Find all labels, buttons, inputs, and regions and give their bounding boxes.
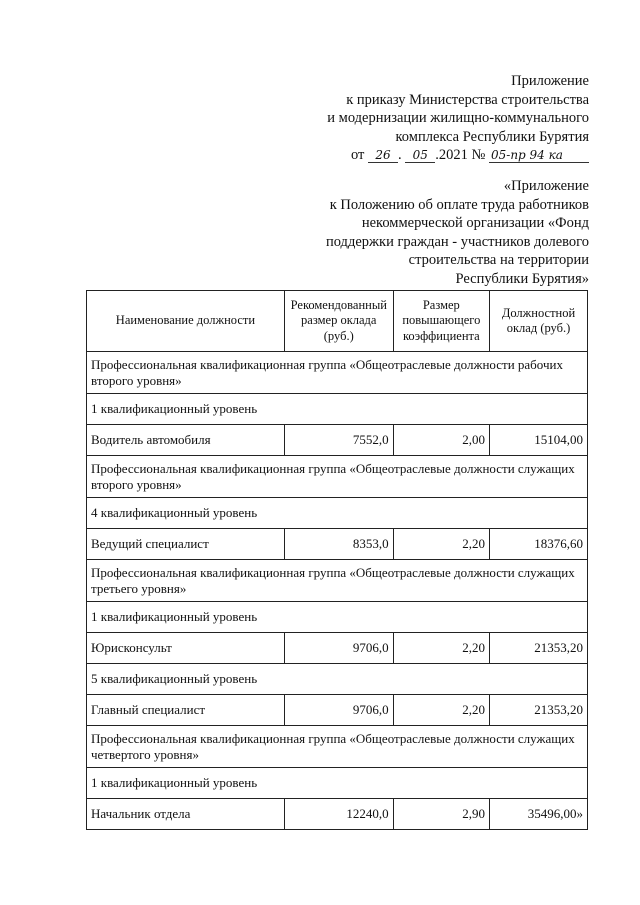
total-salary: 15104,00 (490, 425, 588, 456)
order-date-line: от 26 . 05 .2021 № 05-пр 94 ка (289, 146, 589, 165)
qualification-group-row (87, 726, 588, 768)
recommended-salary: 9706,0 (284, 633, 393, 664)
position-row (87, 425, 588, 456)
order-line-3: комплекса Республики Бурятия (395, 128, 589, 145)
coefficient: 2,20 (393, 633, 489, 664)
salary-table-body (87, 291, 588, 830)
regulation-line-4: поддержки граждан - участников долевого (325, 233, 589, 250)
total-salary: 35496,00» (490, 799, 588, 830)
coefficient: 2,20 (393, 529, 489, 560)
qualification-group-row (87, 352, 588, 394)
qualification-level-label: 1 квалификационный уровень (87, 602, 588, 633)
recommended-salary: 8353,0 (284, 529, 393, 560)
total-salary: 21353,20 (490, 695, 588, 726)
order-number-handwritten: 05-пр 94 ка (489, 148, 589, 163)
qualification-level-label: 5 квалификационный уровень (87, 664, 588, 695)
position-name: Юрисконсульт (87, 633, 285, 664)
qualification-group-label: Профессиональная квалификационная группа «Общеотраслевые должности рабочих второго уровня» (87, 352, 588, 394)
qualification-group-label: Профессиональная квалификационная группа «Общеотраслевые должности служащих четвертого уровня» (87, 726, 588, 768)
position-row (87, 695, 588, 726)
date-month-handwritten: 05 (405, 148, 435, 163)
order-line-2: и модернизации жилищно-коммунального (327, 110, 589, 126)
coefficient: 2,90 (393, 799, 489, 830)
salary-table (86, 290, 588, 830)
recommended-salary: 12240,0 (284, 799, 393, 830)
qualification-level-label: 1 квалификационный уровень (87, 768, 588, 799)
qualification-level-row (87, 602, 588, 633)
recommended-salary: 9706,0 (284, 695, 393, 726)
qualification-group-label: Профессиональная квалификационная группа «Общеотраслевые должности служащих третьего уровня» (87, 560, 588, 602)
qualification-level-row (87, 664, 588, 695)
regulation-line-6: Республики Бурятия» (455, 270, 589, 287)
qualification-level-label: 1 квалификационный уровень (87, 394, 588, 425)
appendix-header (289, 72, 589, 165)
regulation-line-1: «Приложение (503, 178, 589, 194)
position-name: Водитель автомобиля (87, 425, 285, 456)
position-row (87, 529, 588, 560)
qualification-group-row (87, 456, 588, 498)
position-row (87, 633, 588, 664)
qualification-group-label: Профессиональная квалификационная группа «Общеотраслевые должности служащих второго уровня» (87, 456, 588, 498)
qualification-level-row (87, 498, 588, 529)
regulation-line-2: к Положению об оплате труда работников (329, 196, 589, 213)
date-year: .2021 № (435, 147, 486, 163)
date-prefix: от (351, 147, 365, 163)
regulation-line-3: некоммерческой организации «Фонд (361, 215, 589, 231)
order-line-1: к приказу Министерства строительства (346, 91, 589, 108)
date-day-handwritten: 26 (368, 148, 398, 163)
regulation-line-5: строительства на территории (408, 252, 589, 268)
total-salary: 21353,20 (490, 633, 588, 664)
column-header-salary: Рекомендованный размер оклада (руб.) (284, 291, 393, 352)
qualification-level-label: 4 квалификационный уровень (87, 498, 588, 529)
table-header-row (87, 291, 588, 352)
qualification-level-row (87, 768, 588, 799)
recommended-salary: 7552,0 (284, 425, 393, 456)
column-header-coefficient: Размер повышающего коэффициента (393, 291, 489, 352)
position-name: Ведущий специалист (87, 529, 285, 560)
appendix-title: Приложение (511, 73, 589, 89)
coefficient: 2,00 (393, 425, 489, 456)
total-salary: 18376,60 (490, 529, 588, 560)
column-header-total: Должностной оклад (руб.) (490, 291, 588, 352)
qualification-group-row (87, 560, 588, 602)
position-row (87, 799, 588, 830)
regulation-header (289, 177, 589, 288)
qualification-level-row (87, 394, 588, 425)
coefficient: 2,20 (393, 695, 489, 726)
position-name: Главный специалист (87, 695, 285, 726)
position-name: Начальник отдела (87, 799, 285, 830)
column-header-position: Наименование должности (87, 291, 285, 352)
